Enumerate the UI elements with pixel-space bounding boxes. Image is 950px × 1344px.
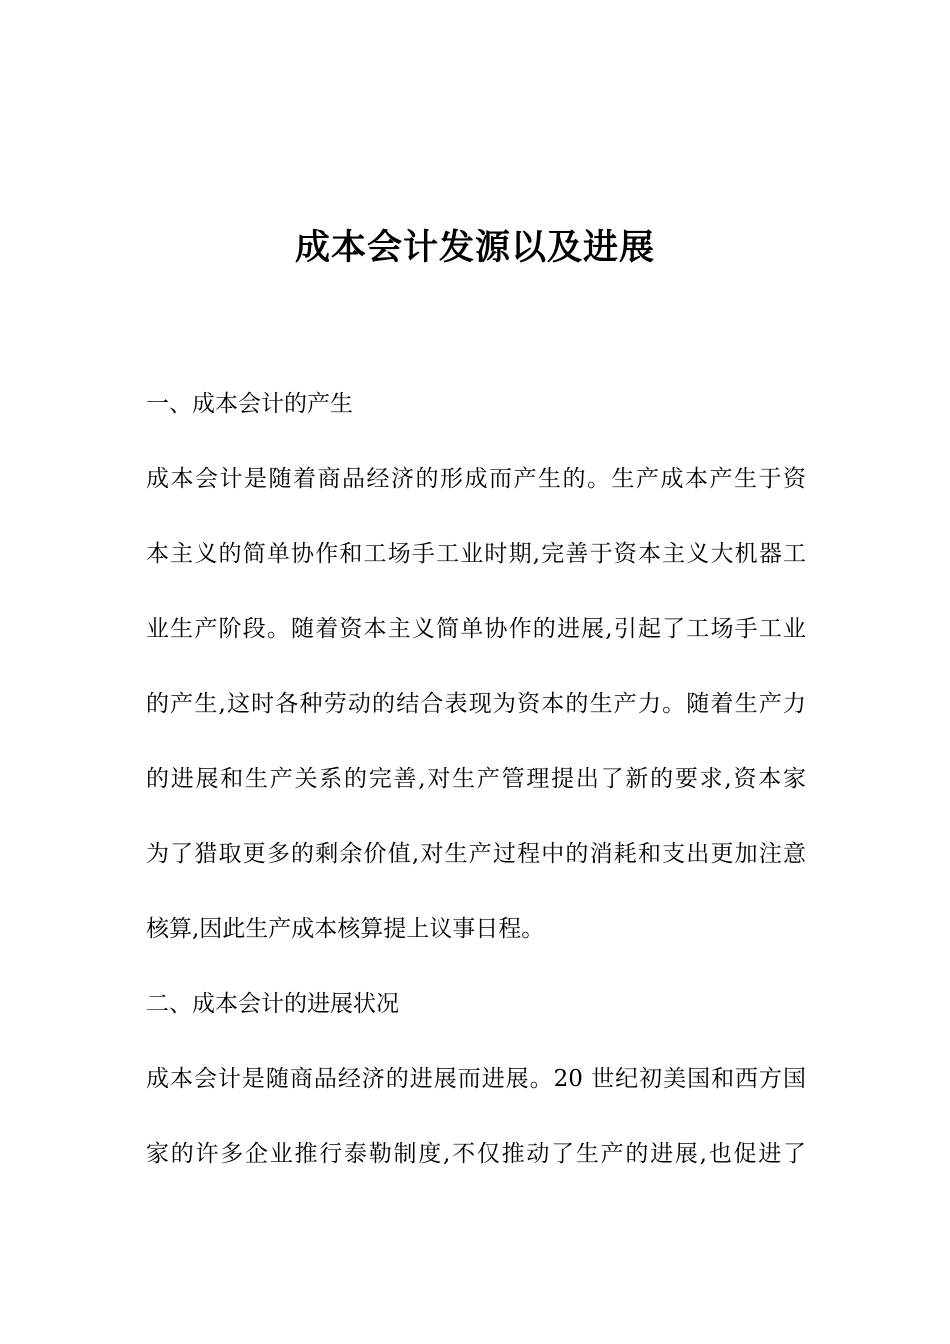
paragraph-line: 的产生,这时各种劳动的结合表现为资本的生产力。随着生产力	[146, 691, 806, 717]
paragraph-gap	[146, 424, 806, 462]
section-heading: 一、成本会计的产生	[146, 391, 353, 417]
document-title: 成本会计发源以及进展	[294, 228, 655, 268]
paragraph-line: 为了猎取更多的剩余价值,对生产过程中的消耗和支出更加注意	[146, 841, 806, 867]
section-heading: 二、成本会计的进展状况	[146, 991, 399, 1017]
paragraph-line: 本主义的简单协作和工场手工业时期,完善于资本主义大机器工	[146, 541, 806, 567]
paragraph-line: 成本会计是随着商品经济的形成而产生的。生产成本产生于资	[146, 466, 806, 492]
paragraph-line: 核算,因此生产成本核算提上议事日程。	[146, 916, 545, 942]
paragraph-line: 业生产阶段。随着资本主义简单协作的进展,引起了工场手工业	[146, 616, 806, 642]
paragraph-line: 家的许多企业推行泰勒制度,不仅推动了生产的进展,也促进了	[146, 1141, 806, 1167]
paragraph-line: 的进展和生产关系的完善,对生产管理提出了新的要求,资本家	[146, 766, 806, 792]
paragraph-line: 成本会计是随商品经济的进展而进展。20 世纪初美国和西方国	[146, 1066, 806, 1092]
document-body	[146, 386, 806, 1174]
